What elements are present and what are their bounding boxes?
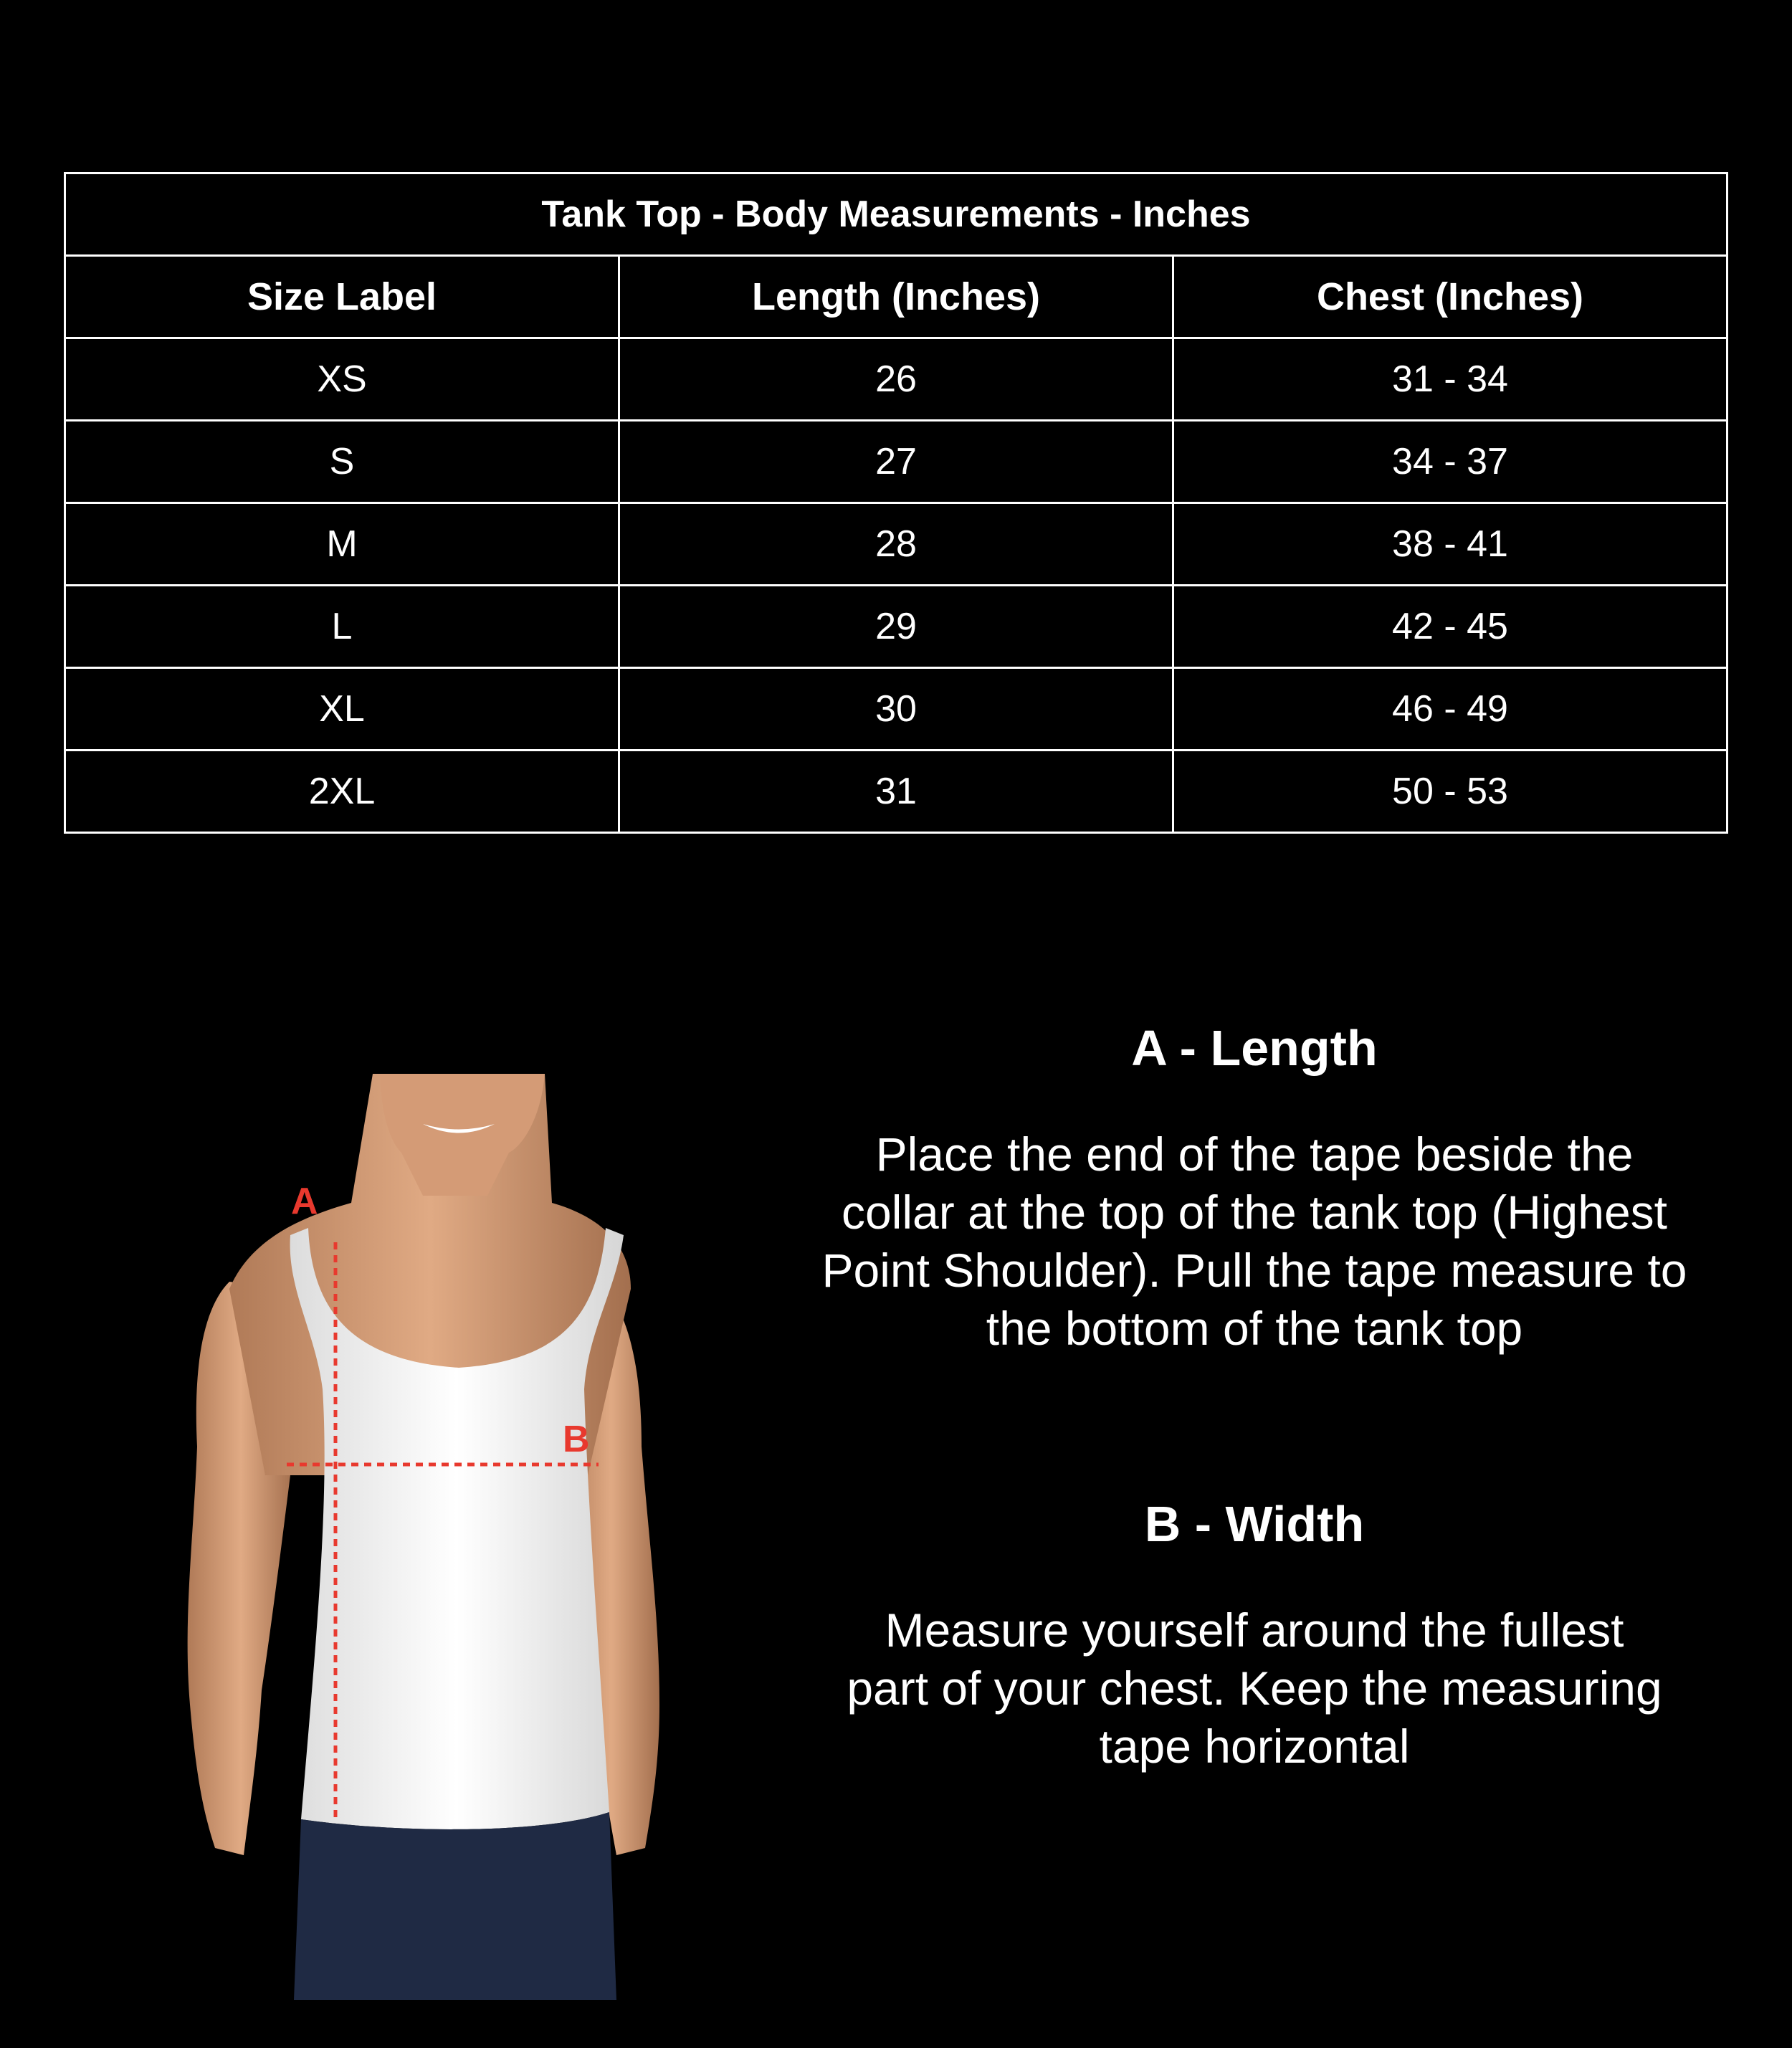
size-label-cell: XL bbox=[65, 668, 619, 751]
chest-cell: 46 - 49 bbox=[1173, 668, 1727, 751]
size-label-cell: M bbox=[65, 503, 619, 586]
size-label-cell: XS bbox=[65, 338, 619, 421]
table-row bbox=[65, 586, 1727, 668]
model-illustration bbox=[186, 1074, 731, 2000]
length-cell: 28 bbox=[619, 503, 1173, 586]
table-row bbox=[65, 338, 1727, 421]
width-heading: B - Width bbox=[1144, 1496, 1365, 1552]
length-instruction-section bbox=[796, 1018, 1713, 1358]
width-description: Measure yourself around the fullest part of your chest. Keep the measuring tape horizontal bbox=[847, 1604, 1662, 1773]
tank-top-model-figure bbox=[186, 1074, 731, 2000]
column-header-size-label: Size Label bbox=[65, 256, 619, 338]
marker-a-label: A bbox=[291, 1181, 318, 1222]
length-cell: 27 bbox=[619, 421, 1173, 503]
size-chart-table bbox=[64, 172, 1728, 834]
chest-cell: 34 - 37 bbox=[1173, 421, 1727, 503]
table-title: Tank Top - Body Measurements - Inches bbox=[65, 173, 1727, 256]
table-row bbox=[65, 668, 1727, 751]
marker-b-label: B bbox=[563, 1419, 590, 1460]
column-header-length: Length (Inches) bbox=[619, 256, 1173, 338]
length-cell: 26 bbox=[619, 338, 1173, 421]
chest-cell: 50 - 53 bbox=[1173, 751, 1727, 833]
length-cell: 29 bbox=[619, 586, 1173, 668]
width-instruction-section bbox=[796, 1494, 1713, 1776]
length-cell: 31 bbox=[619, 751, 1173, 833]
jeans bbox=[294, 1812, 616, 2000]
table-row bbox=[65, 503, 1727, 586]
chest-cell: 42 - 45 bbox=[1173, 586, 1727, 668]
column-header-chest: Chest (Inches) bbox=[1173, 256, 1727, 338]
measuring-instructions bbox=[796, 1018, 1713, 1776]
size-label-cell: S bbox=[65, 421, 619, 503]
chest-cell: 31 - 34 bbox=[1173, 338, 1727, 421]
size-label-cell: L bbox=[65, 586, 619, 668]
table-row bbox=[65, 421, 1727, 503]
chest-cell: 38 - 41 bbox=[1173, 503, 1727, 586]
table-row bbox=[65, 751, 1727, 833]
length-cell: 30 bbox=[619, 668, 1173, 751]
size-label-cell: 2XL bbox=[65, 751, 619, 833]
length-description: Place the end of the tape beside the collar at the top of the tank top (Highest Point Shoulder). Pull the tape measure to the bottom of the tank top bbox=[821, 1128, 1687, 1355]
length-heading: A - Length bbox=[1131, 1020, 1378, 1076]
